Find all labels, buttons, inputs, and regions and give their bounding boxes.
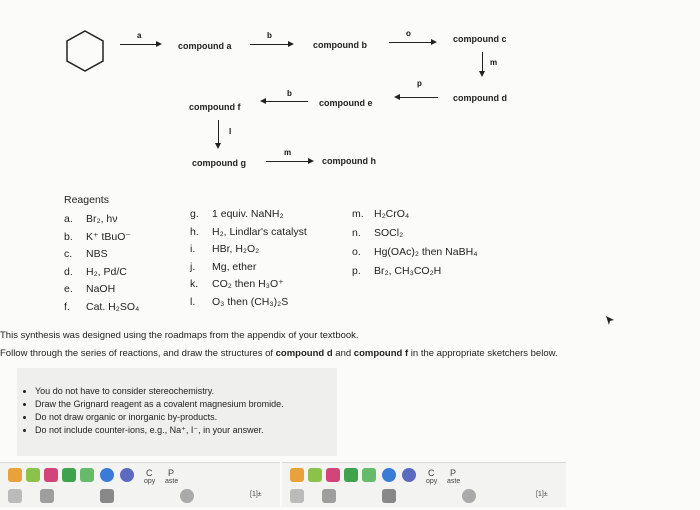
arrow-label-c-d: m: [490, 58, 498, 67]
compound-f-label: compound f: [189, 102, 241, 112]
arrow-label-g-h: m: [284, 148, 292, 157]
zoom-in-icon[interactable]: [100, 468, 114, 482]
compound-b-label: compound b: [313, 40, 367, 50]
arrow-e-to-f: [264, 101, 308, 102]
paste-button[interactable]: P: [168, 468, 175, 478]
compound-e-label: compound e: [319, 98, 373, 108]
copy-button[interactable]: C: [146, 468, 153, 478]
lasso-icon[interactable]: [308, 468, 322, 482]
eraser-icon[interactable]: [44, 468, 58, 482]
arrow-f-to-g: [218, 120, 219, 144]
arrow-label-d-e: p: [417, 79, 422, 88]
compound-h-label: compound h: [322, 156, 376, 166]
paste-button[interactable]: P: [450, 468, 457, 478]
reagent-k: k. CO₂ then H₃O⁺: [190, 278, 284, 290]
chain-tool-icon[interactable]: [100, 489, 114, 503]
intro-paragraph: This synthesis was designed using the roadmaps from the appendix of your textbook.: [0, 330, 359, 341]
atom-tool-icon[interactable]: [322, 489, 336, 503]
ring-label: [1]±: [250, 491, 262, 498]
arrow-g-to-h: [266, 161, 310, 162]
arrow-start-to-a: [120, 44, 158, 45]
ring-template-icon[interactable]: [462, 489, 476, 503]
ring-tool-icon[interactable]: [80, 468, 94, 482]
arrow-d-to-e: [398, 97, 438, 98]
sketcher-toolbar-f: [282, 462, 566, 507]
reagents-column-3: [352, 205, 477, 281]
arrow-label-f-g: l: [229, 127, 232, 136]
compound-c-label: compound c: [453, 34, 507, 44]
zoom-out-icon[interactable]: [120, 468, 134, 482]
compound-a-label: compound a: [178, 41, 232, 51]
reagent-o: o. Hg(OAc)₂ then NaBH₄: [352, 246, 478, 258]
instruction-paragraph: Follow through the series of reactions, and draw the structures of compound d and compound f in the appropriate sketchers below.: [0, 348, 558, 359]
zoom-in-icon[interactable]: [382, 468, 396, 482]
atom-tool-icon[interactable]: [40, 489, 54, 503]
cyclohexane-structure: [62, 28, 108, 74]
reagent-a: a. Br₂, hν: [64, 213, 118, 225]
note-item: • Do not include counter-ions, e.g., Na⁺, I⁻, in your answer.: [35, 425, 337, 436]
compound-d-label: compound d: [453, 93, 507, 103]
zoom-out-icon[interactable]: [402, 468, 416, 482]
eraser-icon[interactable]: [326, 468, 340, 482]
paste-sub: aste: [165, 478, 179, 485]
reagents-column-1: [64, 211, 139, 316]
bond-tool-icon[interactable]: [8, 489, 22, 503]
cursor-icon: [605, 315, 615, 327]
reagent-e: e. NaOH: [64, 283, 116, 295]
arrow-a-to-b: [250, 44, 290, 45]
reagent-c: c. NBS: [64, 248, 108, 260]
hand-icon[interactable]: [290, 468, 304, 482]
ring-template-icon[interactable]: [180, 489, 194, 503]
reagent-i: i. HBr, H₂O₂: [190, 243, 260, 255]
arrow-label-start-a: a: [137, 31, 142, 40]
compound-g-label: compound g: [192, 158, 246, 168]
reagent-g: g. 1 equiv. NaNH₂: [190, 208, 284, 220]
arrow-icon[interactable]: [62, 468, 76, 482]
ring-label: [1]±: [536, 491, 548, 498]
paste-sub: aste: [447, 478, 461, 485]
reagent-h: h. H₂, Lindlar's catalyst: [190, 225, 307, 238]
reagent-d: d. H₂, Pd/C: [64, 265, 127, 278]
arrow-b-to-c: [389, 42, 433, 43]
reagent-n: n. SOCl₂: [352, 227, 404, 239]
copy-button[interactable]: C: [428, 468, 435, 478]
reagent-p: p. Br₂, CH₃CO₂H: [352, 265, 442, 277]
arrow-label-b-c: o: [406, 29, 411, 38]
arrow-icon[interactable]: [344, 468, 358, 482]
note-item: • Do not draw organic or inorganic by-products.: [35, 412, 337, 422]
reagents-column-2: [190, 206, 307, 311]
sketcher-toolbar-d: [0, 462, 280, 507]
arrow-label-e-f: b: [287, 89, 292, 98]
bond-tool-icon[interactable]: [290, 489, 304, 503]
reagent-j: j. Mg, ether: [190, 260, 257, 273]
reagents-title: Reagents: [64, 194, 109, 206]
note-item: • You do not have to consider stereochemistry.: [35, 386, 337, 396]
hand-icon[interactable]: [8, 468, 22, 482]
arrow-label-a-b: b: [267, 31, 272, 40]
note-item: • Draw the Grignard reagent as a covalent magnesium bromide.: [35, 399, 337, 409]
arrow-c-to-d: [482, 52, 483, 72]
reagent-l: l. O₃ then (CH₃)₂S: [190, 295, 289, 308]
copy-sub: opy: [426, 478, 438, 485]
reagent-b: b. K⁺ tBuO⁻: [64, 230, 131, 243]
copy-sub: opy: [144, 478, 156, 485]
ring-tool-icon[interactable]: [362, 468, 376, 482]
lasso-icon[interactable]: [26, 468, 40, 482]
notes-box: [17, 368, 337, 456]
chain-tool-icon[interactable]: [382, 489, 396, 503]
reagent-f: f. Cat. H₂SO₄: [64, 300, 140, 313]
reagent-m: m. H₂CrO₄: [352, 208, 410, 220]
